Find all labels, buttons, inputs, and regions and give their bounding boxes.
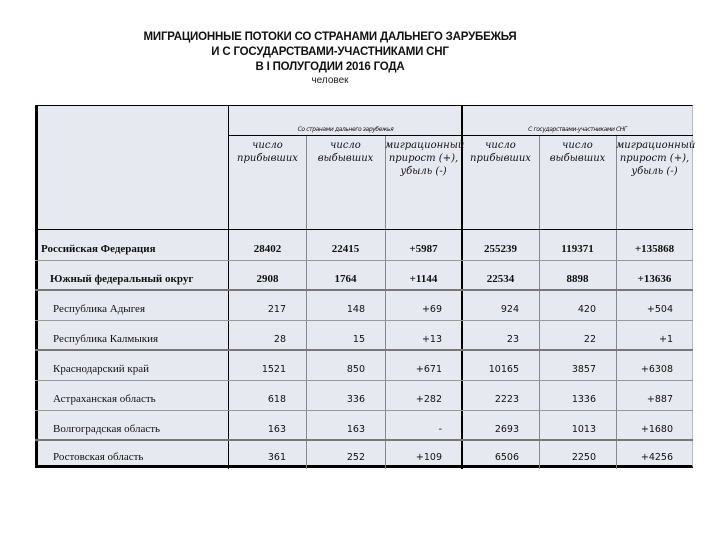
table-cell: 361 <box>267 452 286 463</box>
column-divider <box>385 136 386 469</box>
column-divider <box>539 136 540 469</box>
table-cell: 22 <box>583 334 596 345</box>
table-cell: 2250 <box>571 452 596 463</box>
header-bottom-divider <box>35 229 693 230</box>
table-cell: +1 <box>658 334 673 345</box>
table-cell: +109 <box>415 452 442 463</box>
row-divider <box>35 410 693 411</box>
table-cell: +4256 <box>640 452 673 463</box>
group-header-cis: С государствами-участниками СНГ <box>528 126 627 133</box>
table-cell: +135868 <box>634 243 675 255</box>
table-cell: 163 <box>346 424 365 435</box>
row-divider <box>35 289 693 291</box>
table-cell: +1680 <box>640 424 673 435</box>
table-cell: 924 <box>500 304 519 315</box>
table-cell: 8898 <box>566 273 589 285</box>
table-cell: 22415 <box>331 243 360 255</box>
table-cell: 618 <box>267 394 286 405</box>
group-header-far-abroad: Со странами дальнего зарубежья <box>297 126 394 133</box>
row-label: Астраханская область <box>53 393 156 405</box>
row-label: Республика Калмыкия <box>53 333 159 345</box>
row-divider <box>35 349 693 351</box>
row-divider <box>35 439 693 441</box>
title-line-2: И С ГОСУДАРСТВАМИ-УЧАСТНИКАМИ СНГ <box>211 46 449 58</box>
table-cell: +671 <box>415 364 442 375</box>
unit-label: человек <box>311 75 349 86</box>
table-cell: +282 <box>415 394 442 405</box>
table-cell: 23 <box>506 334 519 345</box>
table-cell: 15 <box>352 334 365 345</box>
table-cell: +887 <box>646 394 673 405</box>
row-divider <box>35 380 693 381</box>
table-cell: 2223 <box>494 394 519 405</box>
row-label: Южный федеральный округ <box>50 273 194 285</box>
row-label: Ростовская область <box>53 451 144 463</box>
table-cell: +1144 <box>409 273 438 285</box>
row-divider <box>35 320 693 321</box>
table-cell: 420 <box>577 304 596 315</box>
column-divider <box>306 136 307 469</box>
title-line-1: МИГРАЦИОННЫЕ ПОТОКИ СО СТРАНАМИ ДАЛЬНЕГО ЗАРУБЕЖЬЯ <box>143 31 517 43</box>
table-cell: - <box>438 424 442 435</box>
column-header: число прибывших <box>470 140 531 164</box>
table-cell: +6308 <box>640 364 673 375</box>
table-cell: 163 <box>267 424 286 435</box>
table-cell: 3857 <box>571 364 596 375</box>
table-cell: 850 <box>346 364 365 375</box>
table-cell: 2908 <box>256 273 279 285</box>
column-header: миграционный прирост (+), убыль (-) <box>616 140 696 177</box>
column-header: миграционный прирост (+), убыль (-) <box>385 140 465 177</box>
table-cell: 336 <box>346 394 365 405</box>
column-divider <box>616 136 617 469</box>
table-cell: 2693 <box>494 424 519 435</box>
table-cell: 148 <box>346 304 365 315</box>
table-cell: 255239 <box>484 243 517 255</box>
table-cell: 1764 <box>334 273 357 285</box>
migration-table <box>35 105 696 468</box>
row-label: Краснодарский край <box>53 363 150 375</box>
row-divider <box>35 260 693 261</box>
table-cell: 28 <box>273 334 286 345</box>
row-label: Волгоградская область <box>53 423 161 435</box>
column-header: число выбывших <box>317 140 374 164</box>
table-cell: +13636 <box>637 273 672 285</box>
table-cell: +13 <box>421 334 442 345</box>
table-cell: 6506 <box>494 452 519 463</box>
table-cell: 119371 <box>561 243 594 255</box>
column-header: число прибывших <box>237 140 298 164</box>
title-line-3: В I ПОЛУГОДИИ 2016 ГОДА <box>255 61 405 73</box>
subheader-divider <box>229 135 693 136</box>
table-cell: +504 <box>646 304 673 315</box>
table-cell: 1013 <box>571 424 596 435</box>
table-cell: +69 <box>421 304 442 315</box>
table-cell: +5987 <box>409 243 438 255</box>
table-cell: 217 <box>267 304 286 315</box>
table-cell: 10165 <box>488 364 519 375</box>
table-cell: 28402 <box>253 243 282 255</box>
column-header: число выбывших <box>549 140 606 164</box>
table-cell: 22534 <box>486 273 515 285</box>
table-cell: 1521 <box>261 364 286 375</box>
row-label: Российская Федерация <box>41 243 156 255</box>
table-cell: 252 <box>346 452 365 463</box>
row-label: Республика Адыгея <box>53 303 146 315</box>
table-cell: 1336 <box>571 394 596 405</box>
